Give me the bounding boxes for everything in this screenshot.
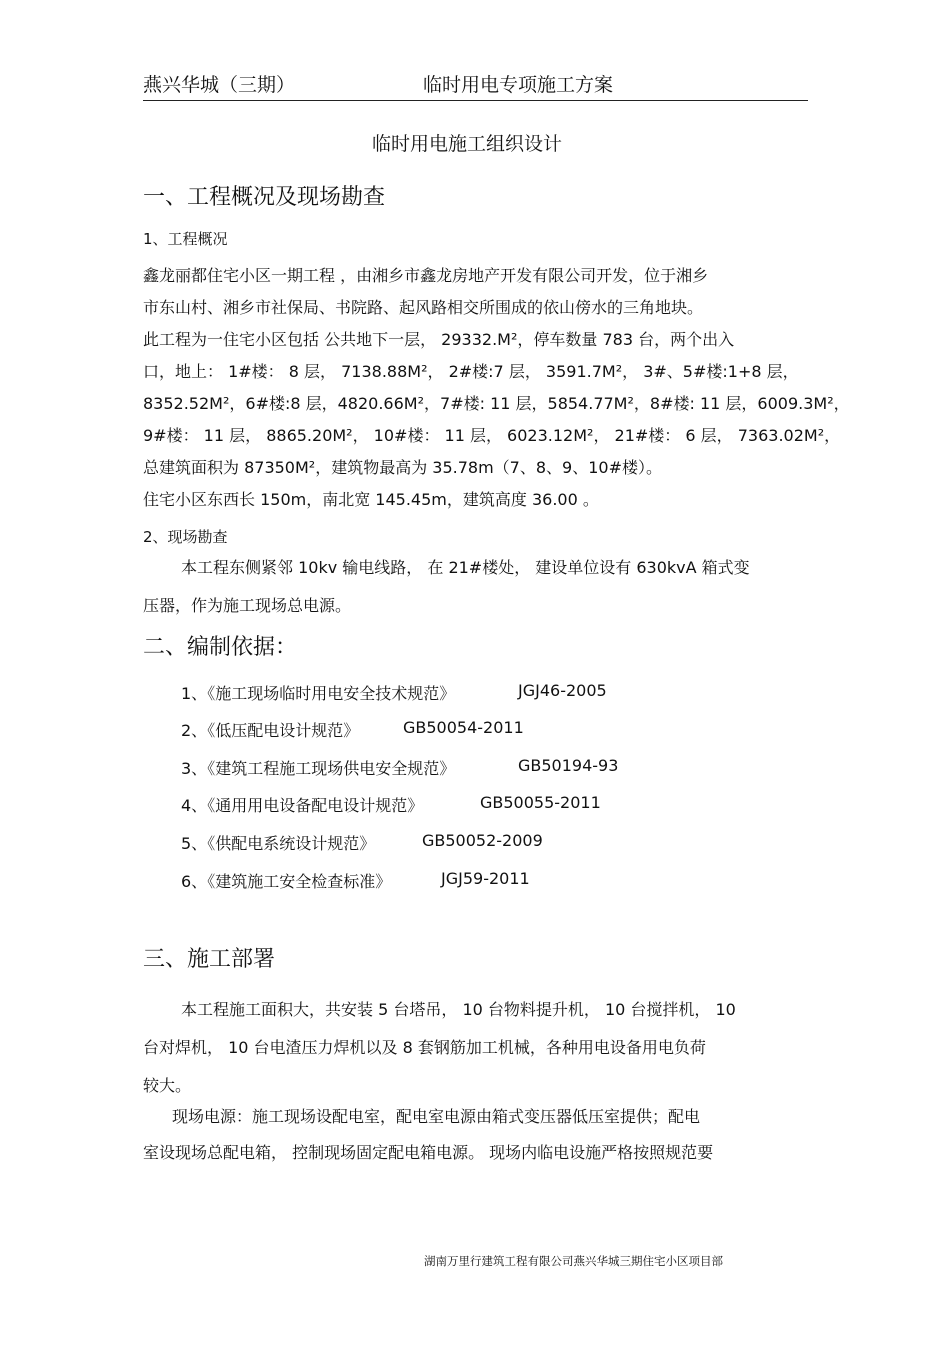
- basis-item-name: 《建筑工程施工现场供电安全规范》: [207, 759, 456, 778]
- deployment-line: 较大。: [143, 1076, 192, 1095]
- basis-item-code: GB50194-93: [518, 756, 619, 775]
- basis-item-code: GB50055-2011: [480, 793, 601, 812]
- document-title: 临时用电施工组织设计: [372, 133, 563, 155]
- survey-line: 压器，作为施工现场总电源。: [143, 596, 352, 615]
- section3-heading: 三、施工部署: [143, 947, 276, 972]
- overview-line: 市东山村、湘乡市社保局、书院路、起风路相交所围成的依山傍水的三角地块。: [143, 298, 704, 317]
- basis-item-name: 《通用用电设备配电设计规范》: [207, 796, 424, 815]
- header-rule: [143, 100, 808, 101]
- basis-item-name: 《低压配电设计规范》: [207, 721, 360, 740]
- page-footer: 湖南万里行建筑工程有限公司燕兴华城三期住宅小区项目部: [424, 1254, 723, 1268]
- basis-item-num: 2、: [181, 721, 208, 740]
- section1-sub1-heading: 1、工程概况: [143, 230, 228, 248]
- overview-line: 鑫龙丽都住宅小区一期工程 ，由湘乡市鑫龙房地产开发有限公司开发，位于湘乡: [143, 266, 709, 285]
- basis-item: [181, 681, 455, 704]
- overview-line: 住宅小区东西长 150m，南北宽 145.45m，建筑高度 36.00 。: [143, 490, 599, 509]
- section1-heading: 一、工程概况及现场勘查: [143, 185, 386, 210]
- section2-heading: 二、编制依据：: [143, 635, 298, 660]
- basis-item: [181, 869, 391, 892]
- basis-item: [181, 831, 375, 854]
- deployment-line: 台对焊机， 10 台电渣压力焊机以及 8 套钢筋加工机械，各种用电设备用电负荷: [143, 1038, 706, 1057]
- header-project: 燕兴华城（三期）: [143, 74, 296, 96]
- overview-line: 9#楼： 11 层， 8865.20M²， 10#楼： 11 层， 6023.12M²， 21#楼： 6 层， 7363.02M²，: [143, 426, 841, 445]
- overview-line: 总建筑面积为 87350M²，建筑物最高为 35.78m（7、8、9、10#楼）。: [143, 458, 662, 477]
- deployment-line: 室设现场总配电箱， 控制现场固定配电箱电源。 现场内临电设施严格按照规范要: [143, 1143, 714, 1162]
- survey-line: 本工程东侧紧邻 10kv 输电线路， 在 21#楼处， 建设单位设有 630kvA 箱式变: [181, 558, 750, 577]
- basis-item: [181, 718, 359, 741]
- deployment-line: 现场电源：施工现场设配电室，配电室电源由箱式变压器低压室提供；配电: [172, 1107, 701, 1126]
- basis-item-num: 3、: [181, 759, 208, 778]
- section1-sub2-heading: 2、现场勘查: [143, 528, 228, 546]
- basis-item-name: 《供配电系统设计规范》: [207, 834, 376, 853]
- overview-line: 口，地上： 1#楼： 8 层， 7138.88M²， 2#楼:7 层， 3591.7M²， 3#、5#楼:1+8 层，: [143, 362, 799, 381]
- basis-item-name: 《建筑施工安全检查标准》: [207, 872, 392, 891]
- header-doc-type: 临时用电专项施工方案: [423, 74, 614, 96]
- basis-item-num: 4、: [181, 796, 208, 815]
- overview-line: 8352.52M²，6#楼:8 层，4820.66M²，7#楼: 11 层，5854.77M²，8#楼: 11 层，6009.3M²，: [143, 394, 850, 413]
- basis-item-name: 《施工现场临时用电安全技术规范》: [207, 684, 456, 703]
- basis-item-code: JGJ46-2005: [518, 681, 607, 700]
- basis-item: [181, 756, 455, 779]
- basis-item-num: 5、: [181, 834, 208, 853]
- basis-item-code: GB50052-2009: [422, 831, 543, 850]
- basis-item-num: 6、: [181, 872, 208, 891]
- basis-item-num: 1、: [181, 684, 208, 703]
- basis-item-code: JGJ59-2011: [441, 869, 530, 888]
- overview-line: 此工程为一住宅小区包括 公共地下一层， 29332.M²，停车数量 783 台，两个出入: [143, 330, 735, 349]
- basis-item-code: GB50054-2011: [403, 718, 524, 737]
- basis-item: [181, 793, 423, 816]
- deployment-line: 本工程施工面积大，共安装 5 台塔吊， 10 台物料提升机， 10 台搅拌机， 10: [181, 1000, 736, 1019]
